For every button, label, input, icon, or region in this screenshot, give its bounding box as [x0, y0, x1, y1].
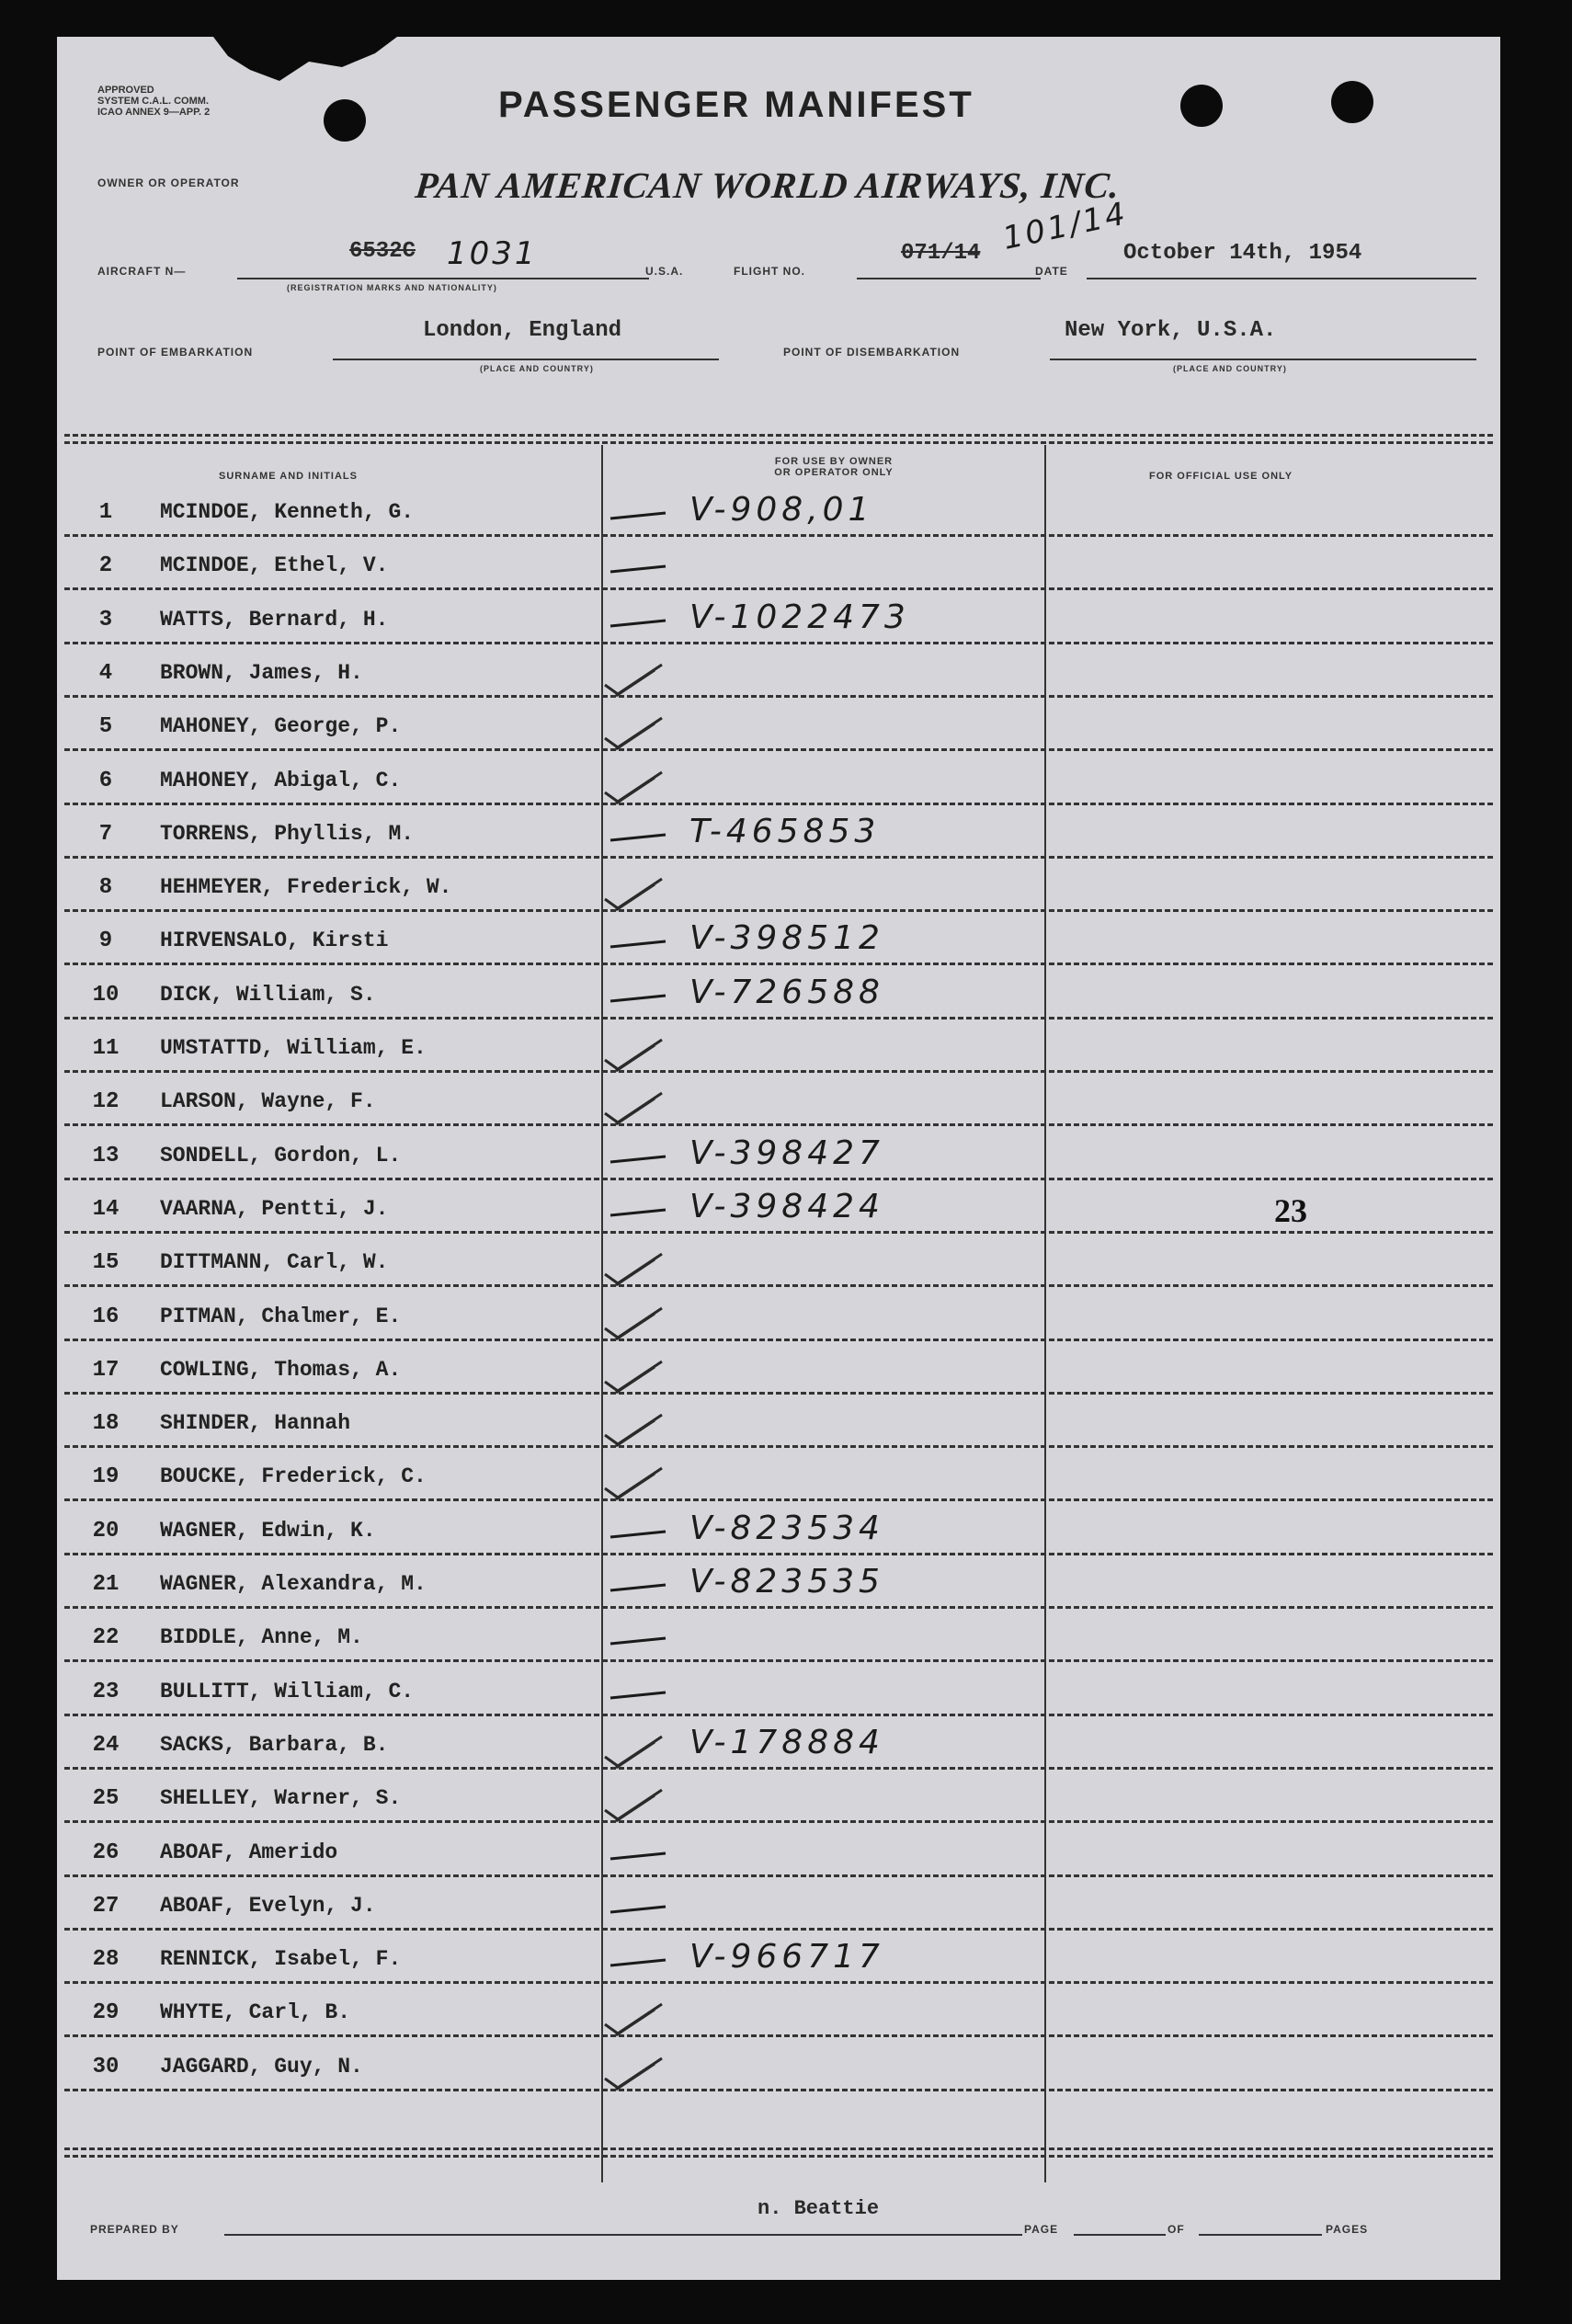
passenger-name: JAGGARD, Guy, N.: [160, 2054, 363, 2079]
table-row: [64, 1824, 1493, 1877]
row-number: 27: [92, 1893, 120, 1919]
prepared-by-label: PREPARED BY: [90, 2223, 179, 2236]
passenger-name: MAHONEY, George, P.: [160, 714, 402, 739]
flight-label: FLIGHT NO.: [734, 265, 805, 278]
table-row: [64, 966, 1493, 1020]
row-number: 30: [92, 2054, 120, 2079]
usa-label: U.S.A.: [645, 265, 684, 278]
row-number: 2: [98, 553, 113, 579]
aircraft-label: AIRCRAFT N—: [97, 265, 187, 278]
passenger-name: WHYTE, Carl, B.: [160, 2000, 351, 2025]
document-number: V-1022473: [689, 598, 910, 636]
row-number: 13: [92, 1143, 120, 1168]
passenger-name: SONDELL, Gordon, L.: [160, 1143, 402, 1168]
document-number: V-398512: [689, 919, 884, 958]
table-row: [64, 2038, 1493, 2091]
document-number: V-398427: [689, 1134, 884, 1172]
passenger-name: WAGNER, Alexandra, M.: [160, 1572, 427, 1596]
passenger-name: WAGNER, Edwin, K.: [160, 1518, 376, 1543]
table-row: [64, 1180, 1493, 1234]
row-number: 3: [98, 607, 113, 632]
embarkation-value: London, England: [423, 318, 622, 343]
pages-label: PAGES: [1326, 2223, 1369, 2236]
table-row: [64, 537, 1493, 590]
row-number: 11: [92, 1036, 120, 1061]
row-number: 25: [92, 1786, 120, 1812]
disembarkation-label: POINT OF DISEMBARKATION: [783, 346, 961, 359]
passenger-name: COWLING, Thomas, A.: [160, 1357, 402, 1382]
passenger-name: DITTMANN, Carl, W.: [160, 1250, 389, 1275]
document-number: V-178884: [689, 1723, 884, 1761]
table-row: [64, 1609, 1493, 1662]
passenger-name: BIDDLE, Anne, M.: [160, 1625, 363, 1650]
col-header-owner: FOR USE BY OWNER OR OPERATOR ONLY: [774, 456, 894, 478]
passenger-name: PITMAN, Chalmer, E.: [160, 1304, 402, 1328]
aircraft-number-typed: 6532C: [349, 239, 416, 264]
row-number: 17: [92, 1357, 120, 1383]
row-number: 16: [92, 1304, 120, 1329]
row-number: 1: [98, 500, 113, 525]
punch-hole-center: [1180, 85, 1223, 127]
disembarkation-value: New York, U.S.A.: [1065, 318, 1277, 343]
aircraft-number-handwritten: 1031: [447, 235, 538, 272]
row-number: 8: [98, 875, 113, 901]
passenger-name: HEHMEYER, Frederick, W.: [160, 875, 452, 900]
passenger-name: SHELLEY, Warner, S.: [160, 1786, 402, 1811]
passenger-name: BOUCKE, Frederick, C.: [160, 1464, 427, 1489]
table-row: [64, 1502, 1493, 1555]
punch-hole-left: [324, 99, 366, 142]
page-label: PAGE: [1024, 2223, 1059, 2236]
document-number: V-726588: [689, 973, 884, 1011]
row-number: 20: [92, 1518, 120, 1544]
passenger-name: ABOAF, Amerido: [160, 1840, 338, 1864]
passenger-name: ABOAF, Evelyn, J.: [160, 1893, 376, 1918]
preparer-name: n. Beattie: [758, 2197, 880, 2220]
flight-number-handwritten: 101/14: [999, 195, 1132, 257]
table-row: [64, 1073, 1493, 1126]
passenger-name: HIRVENSALO, Kirsti: [160, 928, 389, 953]
row-number: 26: [92, 1840, 120, 1865]
table-row: [64, 591, 1493, 644]
document-number: V-823534: [689, 1509, 884, 1547]
row-number: 7: [98, 821, 113, 847]
table-row: [64, 644, 1493, 698]
embarkation-caption: (PLACE AND COUNTRY): [480, 364, 594, 373]
row-number: 15: [92, 1250, 120, 1276]
table-row: [64, 1716, 1493, 1770]
passenger-name: VAARNA, Pentti, J.: [160, 1196, 389, 1221]
document-number: V-966717: [689, 1938, 884, 1977]
approval-stamp: APPROVED SYSTEM C.A.L. COMM. ICAO ANNEX 9—APP. 2: [97, 85, 211, 118]
owner-label: OWNER OR OPERATOR: [97, 177, 240, 189]
document-number: V-908,01: [689, 491, 874, 529]
table-row: [64, 1020, 1493, 1073]
table-row: [64, 1288, 1493, 1341]
torn-corner: [213, 37, 397, 92]
disembarkation-caption: (PLACE AND COUNTRY): [1173, 364, 1287, 373]
punch-hole-right: [1331, 81, 1373, 123]
col-header-official: FOR OFFICIAL USE ONLY: [1149, 471, 1293, 482]
table-row: [64, 1127, 1493, 1180]
official-count: 23: [1274, 1191, 1307, 1229]
date-label: DATE: [1035, 265, 1068, 278]
table-row: [64, 859, 1493, 912]
passenger-name: MCINDOE, Ethel, V.: [160, 553, 389, 578]
passenger-name: BULLITT, William, C.: [160, 1679, 415, 1703]
table-row: [64, 1877, 1493, 1931]
passenger-name: MAHONEY, Abigal, C.: [160, 768, 402, 792]
flight-number-typed: 071/14: [901, 241, 981, 266]
row-number: 12: [92, 1089, 120, 1115]
row-number: 5: [98, 714, 113, 740]
document-number: T-465853: [689, 812, 881, 850]
passenger-name: TORRENS, Phyllis, M.: [160, 821, 415, 846]
table-row: [64, 1555, 1493, 1609]
table-row: [64, 805, 1493, 859]
table-row: [64, 752, 1493, 805]
owner-value: PAN AMERICAN WORLD AIRWAYS, INC.: [413, 165, 1122, 206]
passenger-name: WATTS, Bernard, H.: [160, 607, 389, 632]
table-row: [64, 1931, 1493, 1984]
table-row: [64, 1395, 1493, 1448]
row-number: 6: [98, 768, 113, 793]
passenger-name: DICK, William, S.: [160, 982, 376, 1007]
passenger-name: UMSTATTD, William, E.: [160, 1036, 427, 1060]
embarkation-label: POINT OF EMBARKATION: [97, 346, 254, 359]
registration-caption: (REGISTRATION MARKS AND NATIONALITY): [287, 283, 497, 292]
passenger-name: SACKS, Barbara, B.: [160, 1732, 389, 1757]
passenger-name: BROWN, James, H.: [160, 660, 363, 685]
row-number: 19: [92, 1464, 120, 1490]
table-row: [64, 484, 1493, 537]
table-row: [64, 698, 1493, 751]
row-number: 18: [92, 1411, 120, 1437]
col-header-surname: SURNAME AND INITIALS: [219, 471, 358, 482]
table-row: [64, 1770, 1493, 1823]
passenger-name: MCINDOE, Kenneth, G.: [160, 500, 415, 524]
page-title: PASSENGER MANIFEST: [498, 85, 974, 125]
table-row: [64, 1448, 1493, 1501]
manifest-sheet: [57, 37, 1500, 2280]
passenger-name: RENNICK, Isabel, F.: [160, 1947, 402, 1972]
table-row: [64, 1234, 1493, 1287]
passenger-name: LARSON, Wayne, F.: [160, 1089, 376, 1114]
document-number: V-398424: [689, 1187, 884, 1225]
row-number: 28: [92, 1947, 120, 1973]
row-number: 22: [92, 1625, 120, 1651]
of-label: OF: [1168, 2223, 1185, 2236]
passenger-name: SHINDER, Hannah: [160, 1411, 351, 1436]
table-row: [64, 1984, 1493, 2037]
row-number: 10: [92, 982, 120, 1008]
table-row: [64, 1341, 1493, 1395]
row-number: 23: [92, 1679, 120, 1704]
row-number: 14: [92, 1196, 120, 1222]
table-row: [64, 1663, 1493, 1716]
table-row: [64, 912, 1493, 965]
row-number: 24: [92, 1732, 120, 1758]
document-number: V-823535: [689, 1563, 884, 1601]
row-number: 9: [98, 928, 113, 954]
date-value: October 14th, 1954: [1123, 241, 1362, 266]
row-number: 21: [92, 1572, 120, 1597]
row-number: 4: [98, 660, 113, 686]
row-number: 29: [92, 2000, 120, 2026]
